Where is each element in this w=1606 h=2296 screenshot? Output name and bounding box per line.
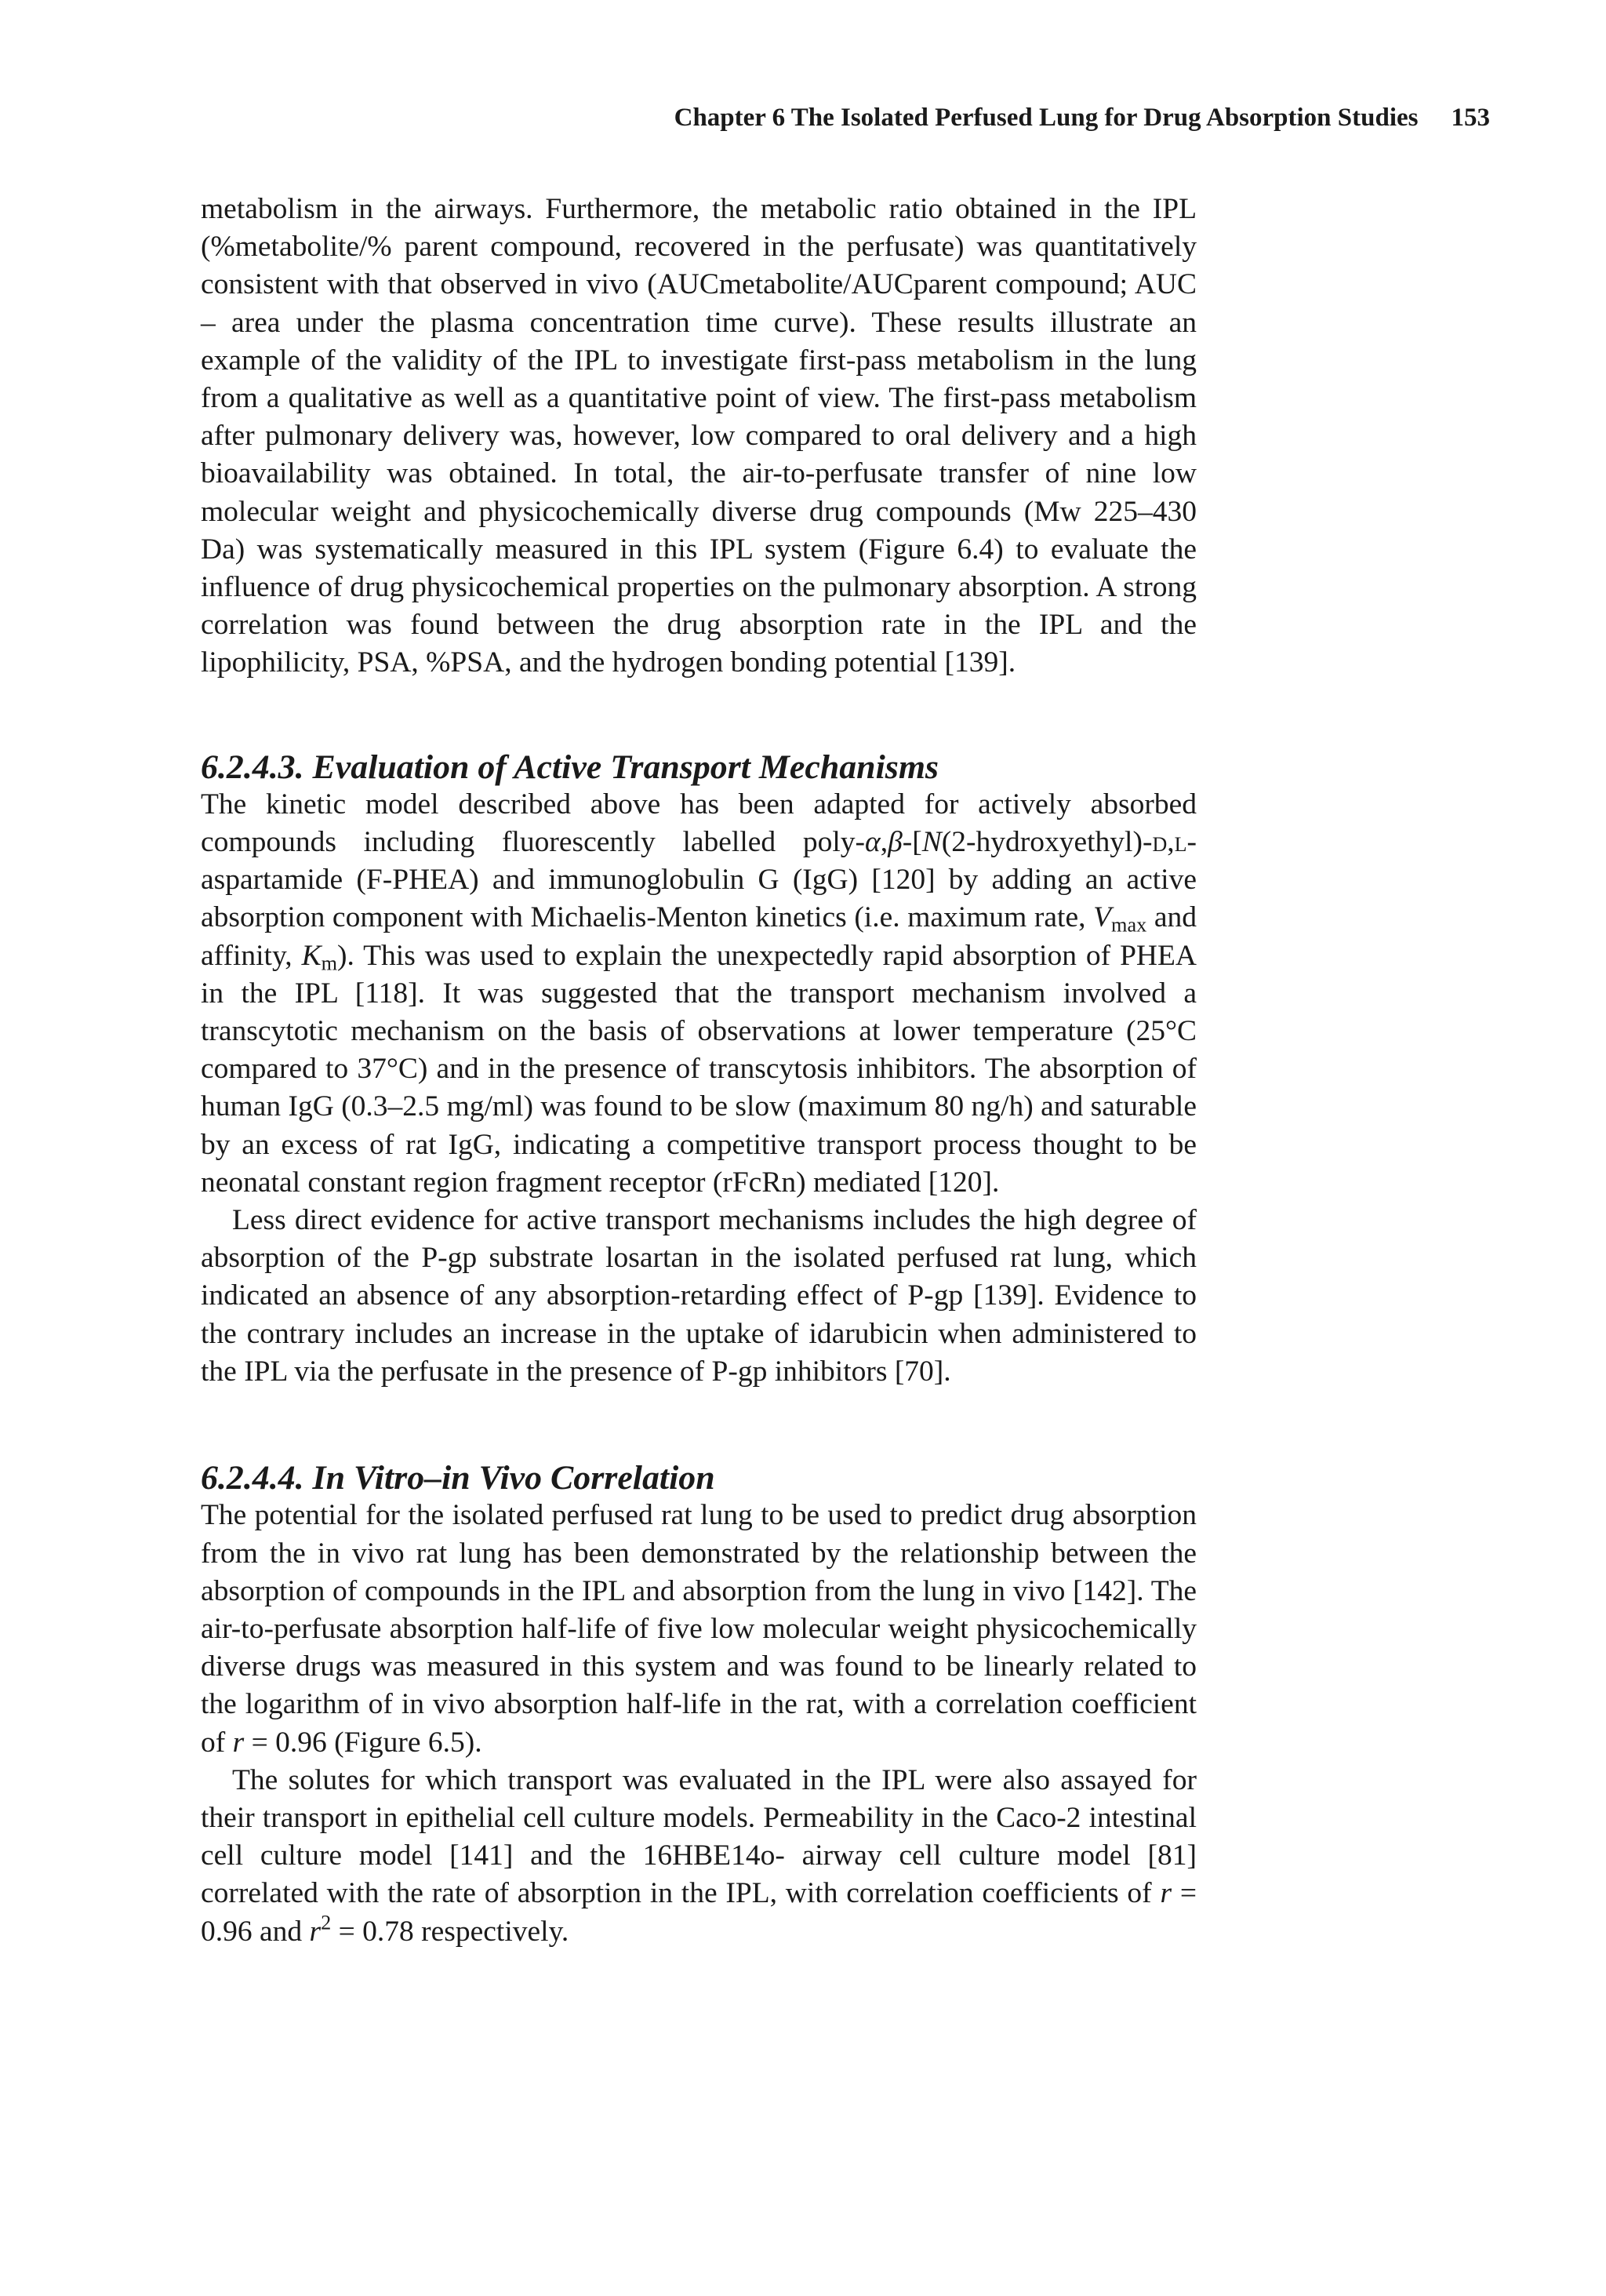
- page-number: 153: [1451, 104, 1490, 132]
- main-text: [201, 191, 1197, 1951]
- paragraph-continued: metabolism in the airways. Furthermore, the metabolic ratio obtained in the IPL (%metabolite/% parent compound, recovered in the perfusate) was quantitatively consistent with that observed in vivo (AUCmetabolite/AUCparent compound; AUC – area under the plasma concentration time curve). These results illustrate an example of the validity of the IPL to investigate first-pass metabolism in the lung from a qualitative as well as a quantitative point of view. The first-pass metabolism after pulmonary delivery was, however, low compared to oral delivery and a high bioavailability was obtained. In total, the air-to-perfusate transfer of nine low molecular weight and physicochemically diverse drug compounds (Mw 225–430 Da) was systematically measured in this IPL system (Figure 6.4) to evaluate the influence of drug physicochemical properties on the pulmonary absorption. A strong correlation was found between the drug absorption rate in the IPL and the lipophilicity, PSA, %PSA, and the hydrogen bonding potential [139].: [201, 193, 1197, 679]
- paragraph-pgp-evidence: Less direct evidence for active transport mechanisms includes the high degree of absorption of the P-gp substrate losartan in the isolated perfused rat lung, which indicated an absence of any absorption-retarding effect of P-gp [139]. Evidence to the contrary includes an increase in the uptake of idarubicin when administered to the IPL via the perfusate in the presence of P-gp inhibitors [70].: [201, 1204, 1197, 1388]
- section-heading-ivivc: 6.2.4.4. In Vitro–in Vivo Correlation: [201, 1459, 715, 1497]
- paragraph-cell-culture: The solutes for which transport was evaluated in the IPL were also assayed for their transport in epithelial cell culture models. Permeability in the Caco-2 intestinal cell culture model [141] and the 16HBE14o- airway cell culture model [81] correlated with the rate of absorption in the IPL, with correlation coefficients of r = 0.96 and $r^2 = 0.78$ respectively.: [201, 1763, 1197, 1948]
- paragraph-kinetic-model: The kinetic model described above has been adapted for actively absorbed compounds including fluorescently labelled poly-α,β-[N(2-hydroxyethyl)-d,l-aspartamide (F-PHEA) and immunoglobulin G (IgG) [120] by adding an active absorption component with Michaelis-Menton kinetics (i.e. maximum rate, $V_{max}$ and affinity, $K_m$). This was used to explain the unexpectedly rapid absorption of PHEA in the IPL [118]. It was suggested that the transport mechanism involved a transcytotic mechanism on the basis of observations at lower temperature (25°C compared to 37°C) and in the presence of transcytosis inhibitors. The absorption of human IgG (0.3–2.5 mg/ml) was found to be slow (maximum 80 ng/h) and saturable by an excess of rat IgG, indicating a competitive transport process thought to be neonatal constant region fragment receptor (rFcRn) mediated [120].: [201, 788, 1197, 1199]
- section-heading-active-transport: 6.2.4.3. Evaluation of Active Transport Mechanisms: [201, 748, 939, 786]
- running-title: Chapter 6 The Isolated Perfused Lung for Drug Absorption Studies: [674, 104, 1419, 132]
- paragraph-ipl-prediction: The potential for the isolated perfused rat lung to be used to predict drug absorption from the in vivo rat lung has been demonstrated by the relationship between the absorption of compounds in the IPL and absorption from the lung in vivo [142]. The air-to-perfusate absorption half-life of five low molecular weight physicochemically diverse drugs was measured in this system and was found to be linearly related to the logarithm of in vivo absorption half-life in the rat, with a correlation coefficient of r = 0.96 (Figure 6.5).: [201, 1499, 1197, 1759]
- running-head: [674, 100, 1490, 135]
